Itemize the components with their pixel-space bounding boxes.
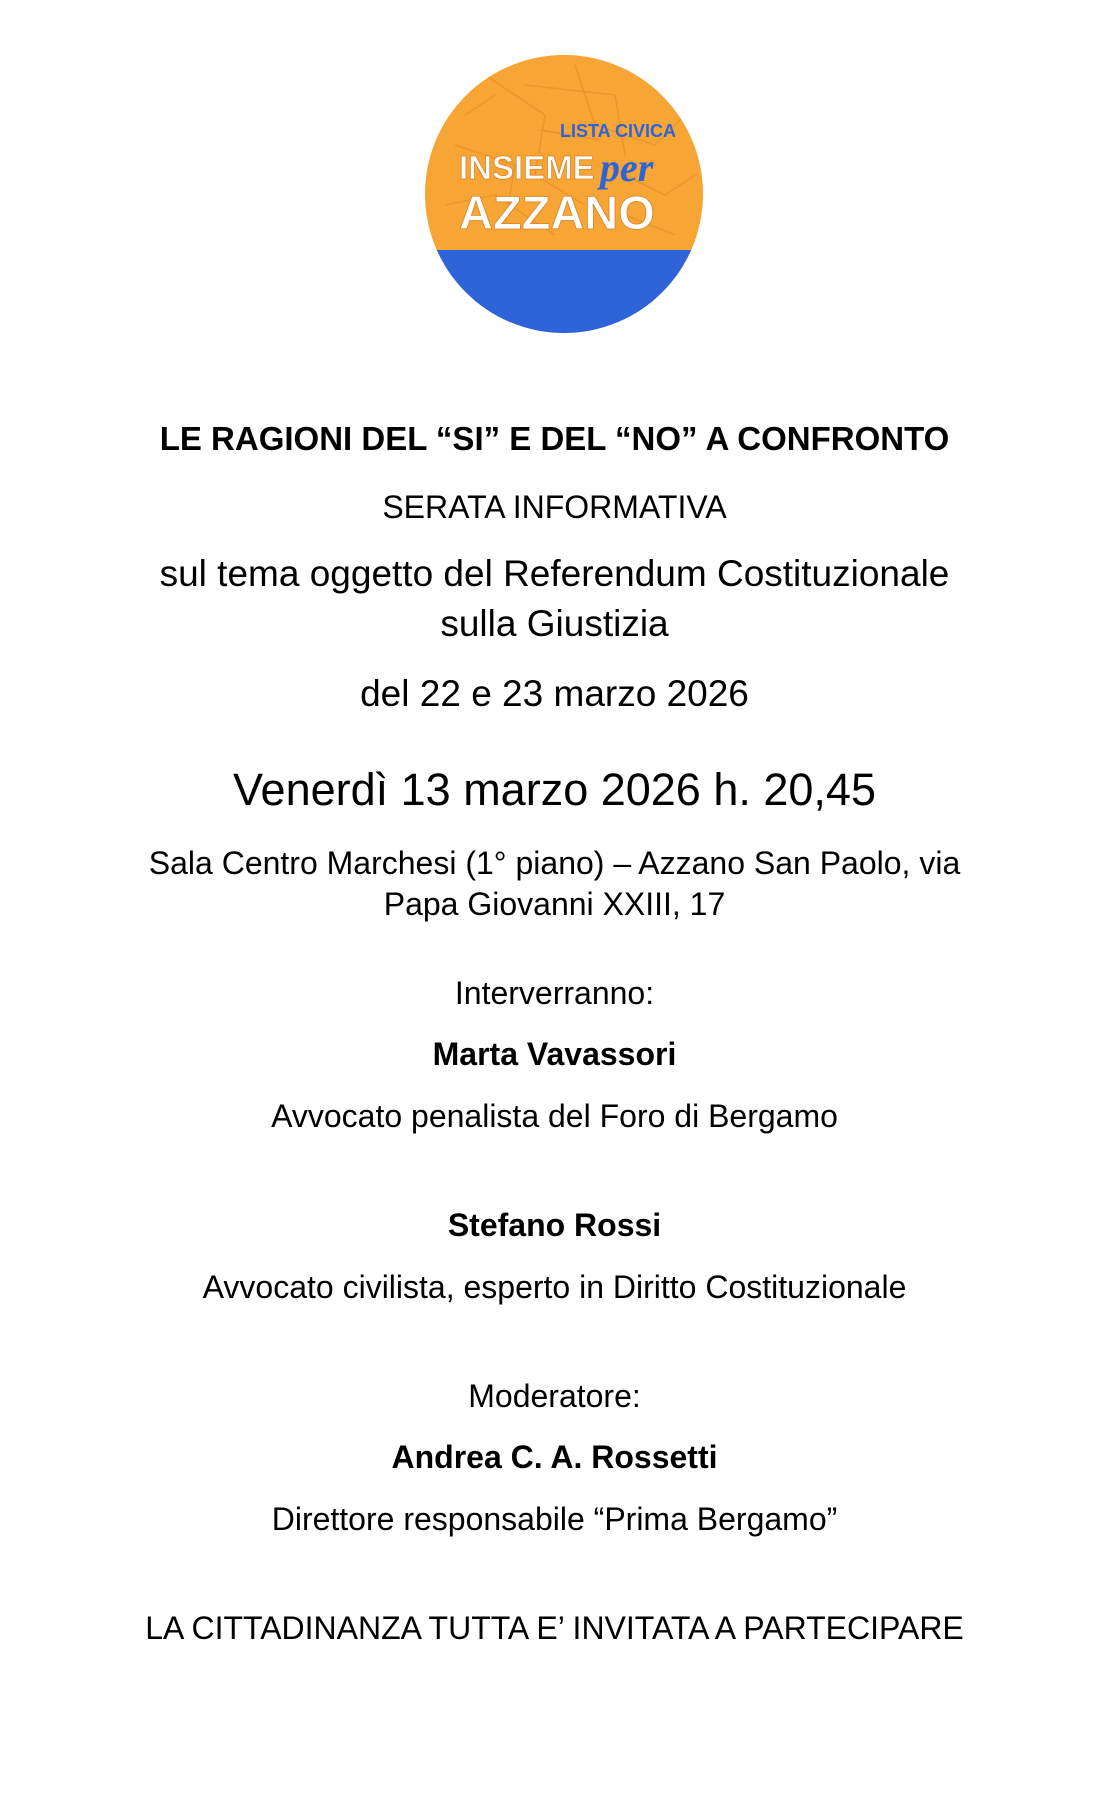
logo-line4: AZZANO [459,186,655,239]
speaker-name: Marta Vavassori [432,1036,677,1072]
moderator-name: Andrea C. A. Rossetti [391,1439,718,1475]
moderator-label: Moderatore: [468,1378,641,1414]
referendum-dates: del 22 e 23 marzo 2026 [360,673,749,714]
event-location-line2: Papa Giovanni XXIII, 17 [383,886,726,922]
speakers-label: Interverranno: [454,975,655,1011]
event-datetime: Venerdì 13 marzo 2026 h. 20,45 [233,764,876,815]
event-title: LE RAGIONI DEL “SI” E DEL “NO” A CONFRONTO [159,420,950,457]
logo-line3: per [600,145,654,190]
event-theme-line1: sul tema oggetto del Referendum Costituzionale [159,553,950,594]
logo-line1: LISTA CIVICA [560,121,676,141]
speaker-role: Avvocato civilista, esperto in Diritto Costituzionale [202,1269,907,1305]
event-theme-line2: sulla Giustizia [440,603,669,644]
logo-lista-civica-insieme-per-azzano [425,55,703,333]
closing-invitation: LA CITTADINANZA TUTTA E’ INVITATA A PARTECIPARE [145,1610,964,1646]
event-location-line1: Sala Centro Marchesi (1° piano) – Azzano San Paolo, via [148,845,961,881]
moderator-role: Direttore responsabile “Prima Bergamo” [271,1501,838,1537]
event-subtitle: SERATA INFORMATIVA [382,489,727,525]
speaker-name: Stefano Rossi [447,1207,662,1243]
logo-line2: INSIEME [459,149,595,186]
logo-emblem [425,55,703,333]
speaker-role: Avvocato penalista del Foro di Bergamo [271,1098,838,1134]
